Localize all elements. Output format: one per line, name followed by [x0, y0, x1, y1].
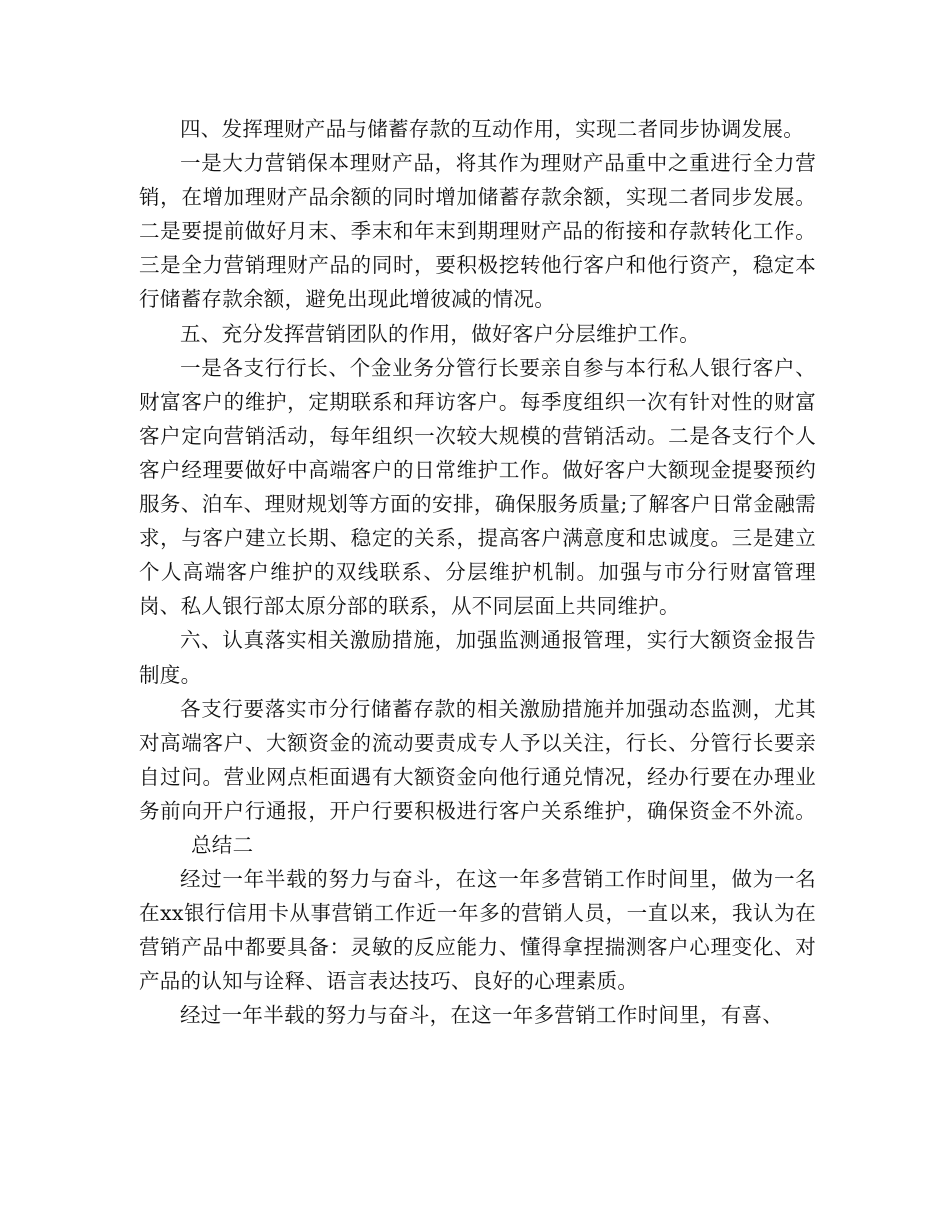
paragraph-6-1-wrapper: [139, 692, 816, 862]
section-heading-6: 六、认真落实相关激励措施，加强监测通报管理，实行大额资金报告制度。: [139, 628, 816, 687]
summary-two-heading: 总结二: [191, 832, 254, 857]
document-body: [139, 112, 816, 1033]
summary-paragraph-2: 经过一年半载的努力与奋斗，在这一年多营销工作时间里，有喜、: [180, 1003, 784, 1028]
section-heading-4: 四、发挥理财产品与储蓄存款的互动作用，实现二者同步协调发展。: [180, 117, 804, 141]
paragraph-5-1: 一是各支行行长、个金业务分管行长要亲自参与本行私人银行客户、财富客户的维护，定期联系和拜访客户。每季度组织一次有针对性的财富客户定向营销活动，每年组织一次较大规模的营销活动。二是各支行个人客户经理要做好中高端客户的日常维护工作。做好客户大额现金提娶预约服务、泊车、理财规划等方面的安排，确保服务质量;了解客户日常金融需求，与客户建立长期、稳定的关系，提高客户满意度和忠诚度。三是建立个人高端客户维护的双线联系、分层维护机制。加强与市分行财富管理岗、私人银行部太原分部的联系，从不同层面上共同维护。: [139, 355, 816, 619]
summary-paragraph-1: 经过一年半载的努力与奋斗，在这一年多营销工作时间里，做为一名在xx银行信用卡从事营销工作近一年多的营销人员，一直以来，我认为在营销产品中都要具备：灵敏的反应能力、懂得拿捏揣测客户心理变化、对产品的认知与诠释、语言表达技巧、良好的心理素质。: [139, 867, 816, 994]
paragraph-4-1: 一是大力营销保本理财产品，将其作为理财产品重中之重进行全力营销，在增加理财产品余额的同时增加储蓄存款余额，实现二者同步发展。二是要提前做好月末、季末和年末到期理财产品的衔接和存款转化工作。三是全力营销理财产品的同时，要积极挖转他行客户和他行资产，稳定本行储蓄存款余额，避免出现此增彼减的情况。: [139, 151, 816, 312]
paragraph-6-1: 各支行要落实市分行储蓄存款的相关激励措施并加强动态监测，尤其对高端客户、大额资金的流动要责成专人予以关注，行长、分管行长要亲自过问。营业网点柜面遇有大额资金向他行通兑情况，经办行要在办理业务前向开户行通报，开户行要积极进行客户关系维护，确保资金不外流。: [139, 696, 816, 823]
section-heading-5: 五、充分发挥营销团队的作用，做好客户分层维护工作。: [180, 321, 700, 346]
